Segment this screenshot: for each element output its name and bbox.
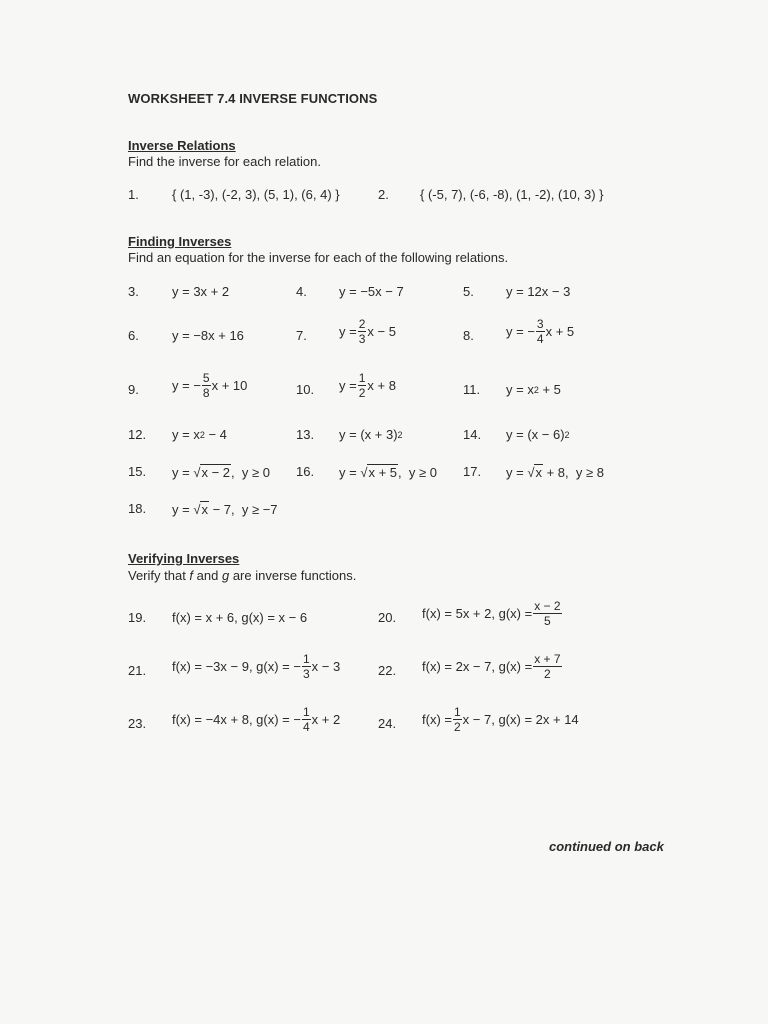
problem-11-number: 11.	[463, 382, 481, 397]
problem-17-expression: y = √ x + 8, y ≥ 8	[506, 464, 604, 480]
problem-16-expression: y = √ x + 5 , y ≥ 0	[339, 464, 437, 480]
problem-2-expression: { (-5, 7), (-6, -8), (1, -2), (10, 3) }	[420, 187, 604, 202]
problem-24-expression: f(x) = $\frac{1}{2}$ x − 7, g(x) = 2x + 14	[422, 705, 579, 734]
problem-20-expression: f(x) = 5x + 2, g(x) = $\frac{x - 2}{5}$	[422, 599, 561, 628]
section-instruction-inverse-relations: Find the inverse for each relation.	[128, 154, 321, 169]
fraction: $\frac{1}{2}$	[453, 705, 461, 734]
problem-7-number: 7.	[296, 328, 307, 343]
problem-1-expression: { (1, -3), (-2, 3), (5, 1), (6, 4) }	[172, 187, 340, 202]
problem-23-number: 23.	[128, 716, 147, 731]
problem-22-number: 22.	[378, 663, 397, 678]
problem-18-expression: y = √ x − 7, y ≥ −7	[172, 501, 278, 517]
problem-15-expression: y = √ x − 2 , y ≥ 0	[172, 464, 270, 480]
problem-15-number: 15.	[128, 464, 147, 479]
problem-3-number: 3.	[128, 284, 139, 299]
section-instruction-verifying-inverses: Verify that f and g are inverse functions.	[128, 568, 357, 583]
problem-8-expression: y = − $\frac{3}{4}$ x + 5	[506, 317, 575, 346]
fraction: $\frac{1}{2}$	[358, 371, 366, 400]
fraction: $\frac{x + 7}{2}$	[534, 652, 561, 681]
problem-14-expression: y = (x − 6) 2	[506, 427, 570, 442]
problem-20-number: 20.	[378, 610, 397, 625]
problem-5-number: 5.	[463, 284, 474, 299]
problem-21-number: 21.	[128, 663, 147, 678]
problem-6-expression: y = −8x + 16	[172, 328, 244, 343]
problem-10-number: 10.	[296, 382, 315, 397]
continued-note: continued on back	[549, 839, 664, 854]
problem-4-expression: y = −5x − 7	[339, 284, 404, 299]
problem-9-number: 9.	[128, 382, 139, 397]
fraction: $\frac{3}{4}$	[536, 317, 544, 346]
problem-18-number: 18.	[128, 501, 147, 516]
problem-16-number: 16.	[296, 464, 315, 479]
worksheet-title: WORKSHEET 7.4 INVERSE FUNCTIONS	[128, 91, 378, 106]
section-heading-verifying-inverses: Verifying Inverses	[128, 551, 240, 566]
problem-3-expression: y = 3x + 2	[172, 284, 230, 299]
problem-13-expression: y = (x + 3) 2	[339, 427, 403, 442]
problem-24-number: 24.	[378, 716, 397, 731]
fraction: $\frac{5}{8}$	[202, 371, 210, 400]
problem-6-number: 6.	[128, 328, 139, 343]
fraction: $\frac{2}{3}$	[358, 317, 366, 346]
problem-8-number: 8.	[463, 328, 474, 343]
fraction: $\frac{1}{3}$	[302, 652, 310, 681]
fraction: $\frac{x - 2}{5}$	[534, 599, 561, 628]
problem-2-number: 2.	[378, 187, 389, 202]
section-heading-finding-inverses: Finding Inverses	[128, 234, 232, 249]
problem-4-number: 4.	[296, 284, 307, 299]
problem-7-expression: y = $\frac{2}{3}$ x − 5	[339, 317, 396, 346]
problem-22-expression: f(x) = 2x − 7, g(x) = $\frac{x + 7}{2}$	[422, 652, 561, 681]
problem-21-expression: f(x) = −3x − 9, g(x) = − $\frac{1}{3}$ x − 3	[172, 652, 341, 681]
problem-19-number: 19.	[128, 610, 147, 625]
problem-11-expression: y = x 2 + 5	[506, 382, 561, 397]
problem-19-expression: f(x) = x + 6, g(x) = x − 6	[172, 610, 308, 625]
problem-10-expression: y = $\frac{1}{2}$ x + 8	[339, 371, 396, 400]
problem-1-number: 1.	[128, 187, 139, 202]
problem-9-expression: y = − $\frac{5}{8}$ x + 10	[172, 371, 248, 400]
problem-5-expression: y = 12x − 3	[506, 284, 571, 299]
problem-14-number: 14.	[463, 427, 482, 442]
problem-13-number: 13.	[296, 427, 315, 442]
section-heading-inverse-relations: Inverse Relations	[128, 138, 236, 153]
fraction: $\frac{1}{4}$	[302, 705, 310, 734]
problem-17-number: 17.	[463, 464, 482, 479]
problem-23-expression: f(x) = −4x + 8, g(x) = − $\frac{1}{4}$ x + 2	[172, 705, 341, 734]
problem-12-expression: y = x 2 − 4	[172, 427, 227, 442]
section-instruction-finding-inverses: Find an equation for the inverse for each of the following relations.	[128, 250, 509, 265]
problem-12-number: 12.	[128, 427, 147, 442]
